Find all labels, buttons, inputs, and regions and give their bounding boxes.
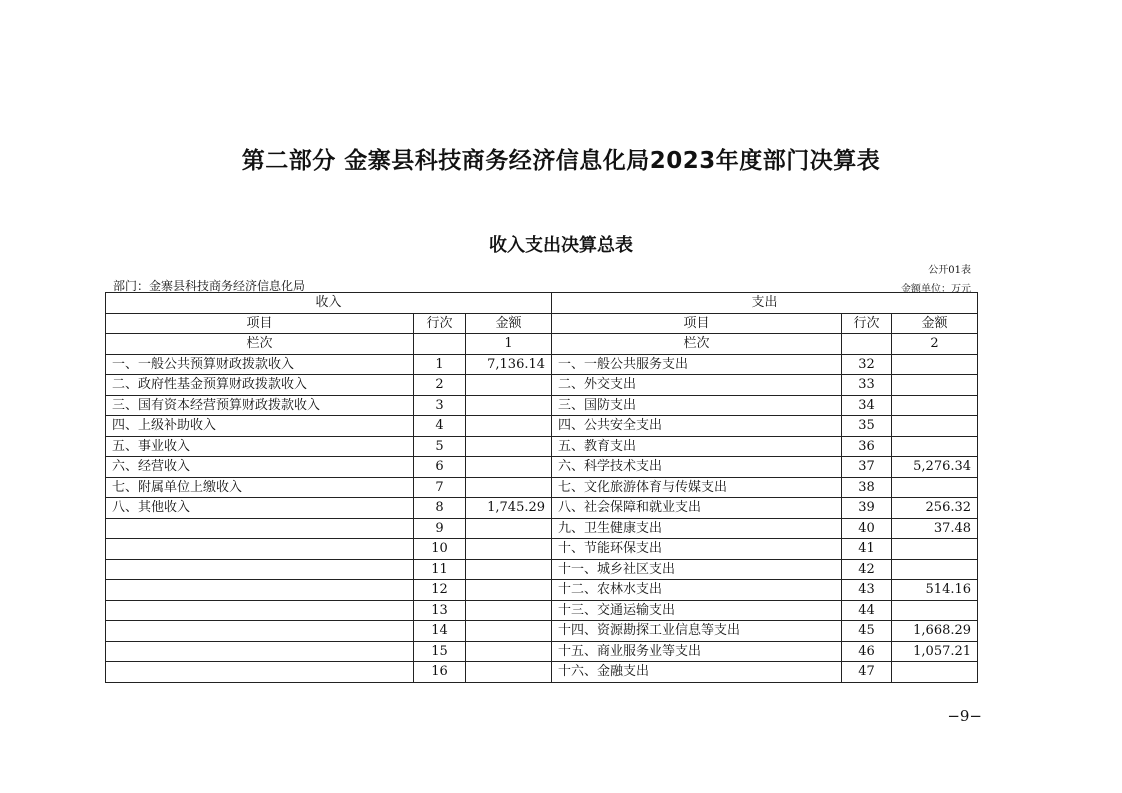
income-column-order-number: 1 [466, 334, 552, 355]
amount-unit-label: 金额单位：万元 [901, 284, 971, 295]
table-row [106, 559, 978, 580]
table-row [106, 436, 978, 457]
expense-amount-cell: 37.48 [892, 518, 978, 539]
income-row-no-cell: 15 [414, 641, 466, 662]
table-row [106, 457, 978, 478]
income-item-cell: 七、附属单位上缴收入 [106, 477, 414, 498]
income-row-no-cell: 6 [414, 457, 466, 478]
expense-row-no-cell: 47 [842, 662, 892, 683]
expense-item-cell: 九、卫生健康支出 [552, 518, 842, 539]
expense-amount-cell [892, 559, 978, 580]
expense-item-cell: 八、社会保障和就业支出 [552, 498, 842, 519]
income-item-cell: 三、国有资本经营预算财政拨款收入 [106, 395, 414, 416]
expense-amount-cell [892, 395, 978, 416]
income-amount-cell [466, 539, 552, 560]
expense-section-header: 支出 [552, 293, 978, 314]
expense-row-no-cell: 34 [842, 395, 892, 416]
expense-amount-cell [892, 539, 978, 560]
expense-item-cell: 十五、商业服务业等支出 [552, 641, 842, 662]
expense-row-no-cell: 43 [842, 580, 892, 601]
page-number: −9− [947, 707, 982, 725]
expense-item-cell: 十、节能环保支出 [552, 539, 842, 560]
income-amount-header: 金额 [466, 313, 552, 334]
expense-row-no-cell: 36 [842, 436, 892, 457]
income-row-no-cell: 2 [414, 375, 466, 396]
expense-row-no-cell: 41 [842, 539, 892, 560]
expense-amount-cell: 5,276.34 [892, 457, 978, 478]
income-item-cell: 八、其他收入 [106, 498, 414, 519]
column-order-row [106, 334, 978, 355]
income-row-no-cell: 4 [414, 416, 466, 437]
income-item-cell [106, 662, 414, 683]
income-amount-cell [466, 436, 552, 457]
expense-row-no-cell: 42 [842, 559, 892, 580]
expense-row-no-cell: 38 [842, 477, 892, 498]
expense-item-cell: 五、教育支出 [552, 436, 842, 457]
expense-amount-cell [892, 354, 978, 375]
table-row [106, 580, 978, 601]
income-row-no-cell: 3 [414, 395, 466, 416]
expense-item-header: 项目 [552, 313, 842, 334]
expense-amount-cell [892, 662, 978, 683]
income-amount-cell: 7,136.14 [466, 354, 552, 375]
expense-amount-cell [892, 600, 978, 621]
income-row-no-cell: 7 [414, 477, 466, 498]
income-item-cell: 二、政府性基金预算财政拨款收入 [106, 375, 414, 396]
income-section-header: 收入 [106, 293, 552, 314]
expense-item-cell: 二、外交支出 [552, 375, 842, 396]
income-amount-cell [466, 416, 552, 437]
table-row [106, 395, 978, 416]
expense-amount-cell [892, 416, 978, 437]
income-amount-cell [466, 641, 552, 662]
expense-row-no-cell: 39 [842, 498, 892, 519]
income-item-cell [106, 518, 414, 539]
column-header-row [106, 313, 978, 334]
income-amount-cell [466, 621, 552, 642]
income-item-cell [106, 580, 414, 601]
income-column-order-empty [414, 334, 466, 355]
income-item-cell [106, 559, 414, 580]
expense-item-cell: 三、国防支出 [552, 395, 842, 416]
expense-row-no-cell: 45 [842, 621, 892, 642]
form-code: 公开01表 [928, 265, 971, 276]
income-amount-cell: 1,745.29 [466, 498, 552, 519]
expense-row-no-header: 行次 [842, 313, 892, 334]
income-amount-cell [466, 518, 552, 539]
income-amount-cell [466, 477, 552, 498]
expense-item-cell: 十六、金融支出 [552, 662, 842, 683]
income-item-cell [106, 621, 414, 642]
expense-amount-cell: 514.16 [892, 580, 978, 601]
expense-item-cell: 十三、交通运输支出 [552, 600, 842, 621]
expense-amount-cell: 1,057.21 [892, 641, 978, 662]
income-item-cell [106, 539, 414, 560]
table-row [106, 662, 978, 683]
income-expense-table [105, 292, 978, 683]
income-row-no-cell: 8 [414, 498, 466, 519]
expense-row-no-cell: 37 [842, 457, 892, 478]
expense-item-cell: 四、公共安全支出 [552, 416, 842, 437]
table-row [106, 354, 978, 375]
income-amount-cell [466, 559, 552, 580]
table-row [106, 518, 978, 539]
income-row-no-cell: 5 [414, 436, 466, 457]
income-row-no-cell: 9 [414, 518, 466, 539]
income-row-no-cell: 11 [414, 559, 466, 580]
expense-item-cell: 七、文化旅游体育与传媒支出 [552, 477, 842, 498]
expense-row-no-cell: 35 [842, 416, 892, 437]
table-row [106, 539, 978, 560]
expense-row-no-cell: 40 [842, 518, 892, 539]
section-header-row [106, 293, 978, 314]
table-row [106, 621, 978, 642]
income-column-order-label: 栏次 [106, 334, 414, 355]
income-item-header: 项目 [106, 313, 414, 334]
table-row [106, 600, 978, 621]
income-row-no-cell: 12 [414, 580, 466, 601]
expense-row-no-cell: 44 [842, 600, 892, 621]
expense-amount-cell: 256.32 [892, 498, 978, 519]
table-row [106, 416, 978, 437]
expense-item-cell: 一、一般公共服务支出 [552, 354, 842, 375]
income-item-cell [106, 600, 414, 621]
expense-row-no-cell: 33 [842, 375, 892, 396]
expense-item-cell: 十二、农林水支出 [552, 580, 842, 601]
income-amount-cell [466, 375, 552, 396]
expense-column-order-label: 栏次 [552, 334, 842, 355]
expense-item-cell: 六、科学技术支出 [552, 457, 842, 478]
income-item-cell: 四、上级补助收入 [106, 416, 414, 437]
expense-amount-cell [892, 436, 978, 457]
table-title: 收入支出决算总表 [489, 235, 633, 256]
table-row [106, 641, 978, 662]
income-amount-cell [466, 457, 552, 478]
income-row-no-cell: 10 [414, 539, 466, 560]
income-item-cell: 六、经营收入 [106, 457, 414, 478]
income-amount-cell [466, 662, 552, 683]
income-row-no-cell: 14 [414, 621, 466, 642]
expense-amount-header: 金额 [892, 313, 978, 334]
department-label: 部门：金寨县科技商务经济信息化局 [113, 279, 306, 293]
table-row [106, 498, 978, 519]
table-row [106, 375, 978, 396]
expense-column-order-number: 2 [892, 334, 978, 355]
expense-row-no-cell: 32 [842, 354, 892, 375]
income-row-no-cell: 1 [414, 354, 466, 375]
income-row-no-cell: 13 [414, 600, 466, 621]
income-amount-cell [466, 580, 552, 601]
expense-amount-cell: 1,668.29 [892, 621, 978, 642]
income-row-no-cell: 16 [414, 662, 466, 683]
page-title: 第二部分 金寨县科技商务经济信息化局2023年度部门决算表 [241, 148, 881, 174]
expense-amount-cell [892, 375, 978, 396]
expense-row-no-cell: 46 [842, 641, 892, 662]
income-amount-cell [466, 395, 552, 416]
expense-item-cell: 十四、资源勘探工业信息等支出 [552, 621, 842, 642]
income-item-cell [106, 641, 414, 662]
expense-item-cell: 十一、城乡社区支出 [552, 559, 842, 580]
expense-amount-cell [892, 477, 978, 498]
income-amount-cell [466, 600, 552, 621]
expense-column-order-empty [842, 334, 892, 355]
income-item-cell: 一、一般公共预算财政拨款收入 [106, 354, 414, 375]
income-item-cell: 五、事业收入 [106, 436, 414, 457]
table-row [106, 477, 978, 498]
income-row-no-header: 行次 [414, 313, 466, 334]
